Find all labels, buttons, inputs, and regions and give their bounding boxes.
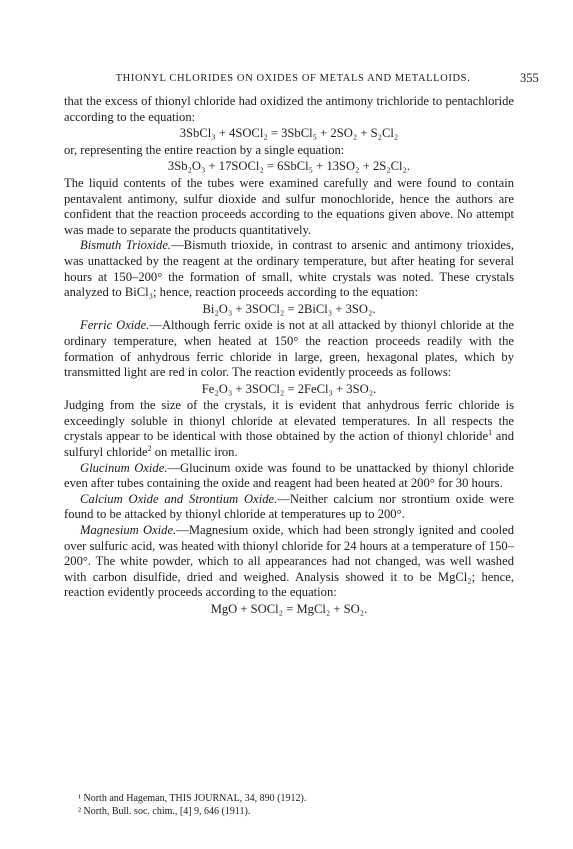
paragraph: that the excess of thionyl chloride had oxidized the antimony trichloride to pentachloride according to the equation: <box>64 94 514 124</box>
equation: 3Sb₂O₃ + 17SOCl₂ = 6SbCl₅ + 13SO₂ + 2S₂Cl₂. <box>167 159 411 174</box>
section-text: —Glucinum oxide was found to be unattacked by thionyl chloride even after tubes containing the oxide and reagent had been heated at 200° for 30 hours. <box>64 460 514 491</box>
section-glucinum <box>64 461 514 492</box>
section-text: —Neither calcium nor strontium oxide were found to be attacked by thionyl chloride at temperatures up to 200°. <box>64 491 514 522</box>
paragraph <box>64 398 514 460</box>
footnote-ref: 2 <box>147 444 152 454</box>
paragraph-text: Judging from the size of the crystals, it is evident that anhydrous ferric chloride is exceedingly soluble in thionyl chloride at elevated temperatures. In all respects the crystals appear to be identical with those obtained by the action of thionyl chloride <box>64 398 514 444</box>
section-title: Glucinum Oxide. <box>80 460 168 475</box>
section-ferric <box>64 318 514 380</box>
paragraph-text: and sulfuryl chloride <box>64 429 514 460</box>
section-text: —Although ferric oxide is not at all attacked by thionyl chloride at the ordinary temperature, when heated at 150° the reaction proceeds readily with the formation of anhydrous ferric chloride in large, green, hexagonal plates, which by transmitted light are red in color. The reaction evidently proceeds as follows: <box>64 318 514 380</box>
section-bismuth <box>64 238 514 300</box>
equation: 3SbCl₃ + 4SOCl₂ = 3SbCl₅ + 2SO₂ + S₂Cl₂ <box>179 126 399 141</box>
running-header: THIONYL CHLORIDES ON OXIDES OF METALS AND METALLOIDS. <box>115 73 471 84</box>
section-calcium <box>64 492 514 523</box>
footnote: ² North, Bull. soc. chim., [4] 9, 646 (1911). <box>78 805 251 817</box>
section-title: Ferric Oxide. <box>80 318 150 333</box>
body-text <box>64 94 514 619</box>
paragraph-text: on metallic iron. <box>151 445 238 460</box>
footnotes <box>78 793 508 818</box>
page-number: 355 <box>520 71 539 85</box>
paragraph: The liquid contents of the tubes were examined carefully and were found to contain pentavalent antimony, sulfur dioxide and sulfur monochloride, hence the authors are confident that the reaction proceeds according to the equations given above. No attempt was made to separate the products quantitatively. <box>64 175 514 237</box>
footnote-ref: 1 <box>488 428 493 438</box>
equation: Fe₂O₃ + 3SOCl₂ = 2FeCl₃ + 3SO₂. <box>201 381 377 396</box>
section-text: —Magnesium oxide, which had been strongly ignited and cooled over sulfuric acid, was heated with thionyl chloride for 24 hours at a temperature of 150–200°. The white powder, which to all appearances had not changed, was well washed with carbon disulfide, dried and weighed. Analysis showed it to be MgCl₂; hence, reaction evidently proceeds according to the equation: <box>64 523 514 600</box>
equation: MgO + SOCl₂ = MgCl₂ + SO₂. <box>210 602 368 616</box>
equation: Bi₂O₃ + 3SOCl₂ = 2BiCl₃ + 3SO₂. <box>202 301 376 316</box>
paragraph: or, representing the entire reaction by a single equation: <box>64 142 345 157</box>
section-title: Calcium Oxide and Strontium Oxide. <box>80 491 278 506</box>
footnote: ¹ North and Hageman, THIS JOURNAL, 34, 890 (1912). <box>78 793 307 804</box>
section-text: —Bismuth trioxide, in contrast to arsenic and antimony trioxides, was unattacked by the reagent at the ordinary temperature, but after heating for several hours at 150–200° the formation of small, white crystals was noted. These crystals analyzed to BiCl₃; hence, reaction proceeds according to the equation: <box>64 238 515 300</box>
section-title: Magnesium Oxide. <box>80 523 177 538</box>
section-magnesium <box>64 523 514 601</box>
section-title: Bismuth Trioxide. <box>80 238 172 253</box>
